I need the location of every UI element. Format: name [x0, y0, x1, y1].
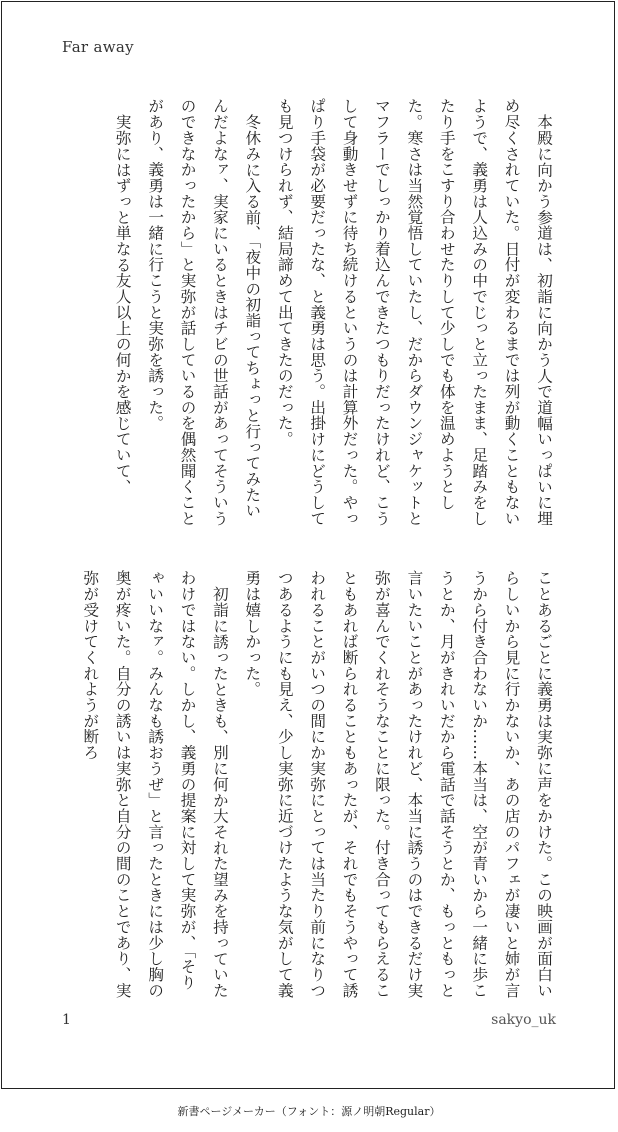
running-title: Far away: [62, 38, 134, 56]
text-tier-lower: [54, 570, 560, 1004]
text-tier-upper: [54, 98, 560, 532]
paragraph-continued: ことあるごとに義勇は実弥に声をかけた。この映画が面白いらしいから見に行かないか、あの店のパフェが凄いと姉が言うから付き合わないか……本当は、空が青いから一緒に歩こうとか、月がきれいだから電話で話そうとか、もっともっと言いたいことがあったけれど、本当に誘うのはできるだけ実弥が喜んでくれそうなことに限った。付き合ってもらえることもあれば断られることもあったが、それでもそうやって誘われることがいつの間にか実弥にとっては当たり前になりつつあるようにも見え、少し実弥に近づけたような気がして義勇は嬉しかった。: [243, 570, 553, 998]
paragraph: 本殿に向かう参道は、初詣に向かう人で道幅いっぱいに埋め尽くされていた。日付が変わるまでは列が動くこともないようで、義勇は人込みの中でじっと立ったまま、足踏みをしたり手をこすり合わせたりして少しでも体を温めようとした。寒さは当然覚悟していたし、だからダウンジャケットとマフラーでしっかり着込んできたつもりだったけれど、こうして身動きせずに待ち続けるというのは計算外だった。やっぱり手袋が必要だったな、と義勇は思う。出掛けにどうしても見つけられず、結局諦めて出てきたのだった。: [275, 98, 553, 526]
paragraph: 冬休みに入る前、「夜中の初詣ってちょっと行ってみたいんだよなァ、実家にいるときはチビの世話があってそういうのできなかったから」と実弥が話しているのを偶然聞くことがあり、義勇は一緒に行こうと実弥を誘った。: [146, 98, 262, 526]
maker-credit: 新書ページメーカー（フォント：源ノ明朝Regular）: [177, 1105, 441, 1118]
paragraph: 実弥にはずっと単なる友人以上の何かを感じていて、: [113, 113, 132, 494]
book-page: [1, 1, 615, 1089]
paragraph: 初詣に誘ったときも、別に何か大それた望みを持っていたわけではない。しかし、義勇の提案に対して実弥が、「そりゃいいなァ。みんなも誘おうぜ」と言ったときには少し胸の奥が疼いた。自分の誘いは実弥と自分の間のことであり、実弥が受けてくれようが断ろ: [81, 570, 229, 998]
page-number: 1: [62, 1012, 71, 1028]
author-name: sakyo_uk: [491, 1012, 556, 1028]
